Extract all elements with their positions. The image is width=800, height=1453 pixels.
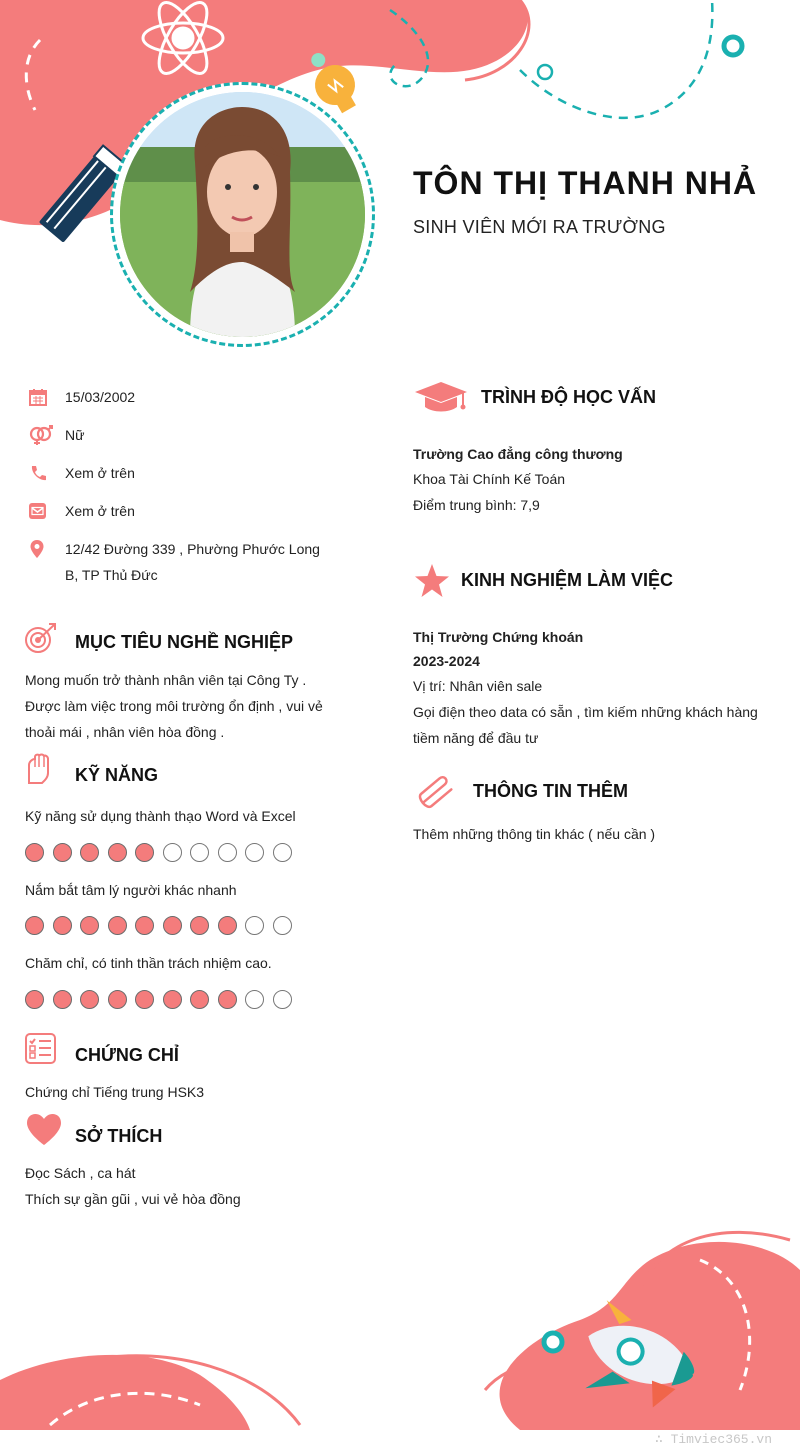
gender-row [25, 422, 325, 448]
email-icon [25, 498, 65, 524]
objective-text: Mong muốn trở thành nhân viên tại Công Ty . Được làm việc trong môi trường ổn định , vui vẻ thoải mái , nhân viên hòa đồng . [25, 672, 323, 740]
phone-row [25, 460, 325, 486]
candidate-name: TÔN THỊ THANH NHẢ [413, 165, 758, 201]
profile-photo-illustration [120, 92, 365, 337]
education-gpa: Điểm trung bình: 7,9 [413, 497, 540, 513]
experience-title: KINH NGHIỆM LÀM VIỆC [461, 570, 674, 590]
birthday-value: 15/03/2002 [65, 389, 136, 405]
heart-icon [25, 1113, 63, 1147]
address-value: 12/42 Đường 339 , Phường Phước Long B, TP Thủ Đức [65, 541, 320, 583]
calendar-icon [25, 384, 65, 410]
rating-dot-filled [163, 916, 182, 935]
hobbies-title: SỞ THÍCH [75, 1126, 163, 1146]
rating-dot-empty [273, 990, 292, 1009]
skill-2-rating [25, 916, 292, 935]
profile-photo [120, 92, 365, 337]
rating-dot-filled [80, 843, 99, 862]
dashed-curve-right [520, 0, 712, 118]
education-title: TRÌNH ĐỘ HỌC VẤN [481, 387, 656, 407]
teal-ring-small [538, 65, 552, 79]
graduation-cap-icon [413, 380, 469, 414]
rating-dot-filled [25, 990, 44, 1009]
rating-dot-empty [273, 916, 292, 935]
experience-description: Gọi điện theo data có sẵn , tìm kiếm những khách hàng tiềm năng để đầu tư [413, 704, 758, 746]
rating-dot-filled [80, 990, 99, 1009]
rating-dot-empty [245, 990, 264, 1009]
birthday-row [25, 384, 325, 410]
gender-value: Nữ [65, 427, 85, 443]
experience-company: Thị Trường Chứng khoán [413, 629, 584, 645]
gender-icon [25, 422, 65, 448]
location-pin-icon [25, 536, 65, 562]
checklist-icon [25, 1033, 57, 1065]
candidate-role: SINH VIÊN MỚI RA TRƯỜNG [413, 217, 666, 237]
skills-title: KỸ NĂNG [75, 765, 159, 785]
certificates-title: CHỨNG CHỈ [75, 1045, 179, 1065]
rating-dot-filled [190, 990, 209, 1009]
experience-position: Vị trí: Nhân viên sale [413, 678, 543, 694]
education-faculty: Khoa Tài Chính Kế Toán [413, 471, 566, 487]
target-icon [24, 622, 58, 656]
rating-dot-empty [218, 843, 237, 862]
certificates-text: Chứng chỉ Tiếng trung HSK3 [25, 1084, 205, 1100]
fist-icon [24, 753, 50, 785]
skill-1-label: Kỹ năng sử dụng thành thạo Word và Excel [25, 808, 296, 824]
teal-ring-bottom [544, 1333, 562, 1351]
rating-dot-filled [108, 990, 127, 1009]
rating-dot-filled [53, 916, 72, 935]
star-icon [413, 563, 451, 599]
phone-value: Xem ở trên [65, 465, 135, 481]
skill-3-label: Chăm chỉ, có tinh thần trách nhiệm cao. [25, 955, 272, 971]
rating-dot-empty [245, 843, 264, 862]
skill-1-rating [25, 843, 292, 862]
hobbies-line-1: Đọc Sách , ca hát [25, 1165, 136, 1181]
rating-dot-filled [25, 916, 44, 935]
skill-2-label: Nắm bắt tâm lý người khác nhanh [25, 882, 237, 898]
skill-3-rating [25, 990, 292, 1009]
experience-period: 2023-2024 [413, 653, 480, 669]
rating-dot-filled [163, 990, 182, 1009]
education-school: Trường Cao đẳng công thương [413, 446, 623, 462]
email-value: Xem ở trên [65, 503, 135, 519]
address-row [25, 536, 325, 588]
rating-dot-filled [108, 916, 127, 935]
rating-dot-filled [53, 990, 72, 1009]
rating-dot-filled [190, 916, 209, 935]
rating-dot-empty [245, 916, 264, 935]
objective-title: MỤC TIÊU NGHỀ NGHIỆP [75, 632, 294, 652]
rating-dot-empty [163, 843, 182, 862]
email-row [25, 498, 325, 524]
rating-dot-filled [53, 843, 72, 862]
teal-ring-top [724, 37, 742, 55]
rating-dot-filled [135, 990, 154, 1009]
rating-dot-empty [190, 843, 209, 862]
rating-dot-filled [135, 916, 154, 935]
rating-dot-filled [135, 843, 154, 862]
hobbies-line-2: Thích sự gần gũi , vui vẻ hòa đồng [25, 1191, 241, 1207]
profile-photo-frame [110, 82, 375, 347]
phone-icon [25, 460, 65, 486]
paperclip-icon [413, 770, 461, 812]
rating-dot-filled [80, 916, 99, 935]
rating-dot-empty [273, 843, 292, 862]
watermark: ∴ Timviec365.vn [654, 1432, 772, 1447]
rating-dot-filled [25, 843, 44, 862]
extra-title: THÔNG TIN THÊM [473, 781, 628, 801]
rating-dot-filled [218, 990, 237, 1009]
rating-dot-filled [108, 843, 127, 862]
rating-dot-filled [218, 916, 237, 935]
extra-text: Thêm những thông tin khác ( nếu cần ) [413, 826, 656, 842]
